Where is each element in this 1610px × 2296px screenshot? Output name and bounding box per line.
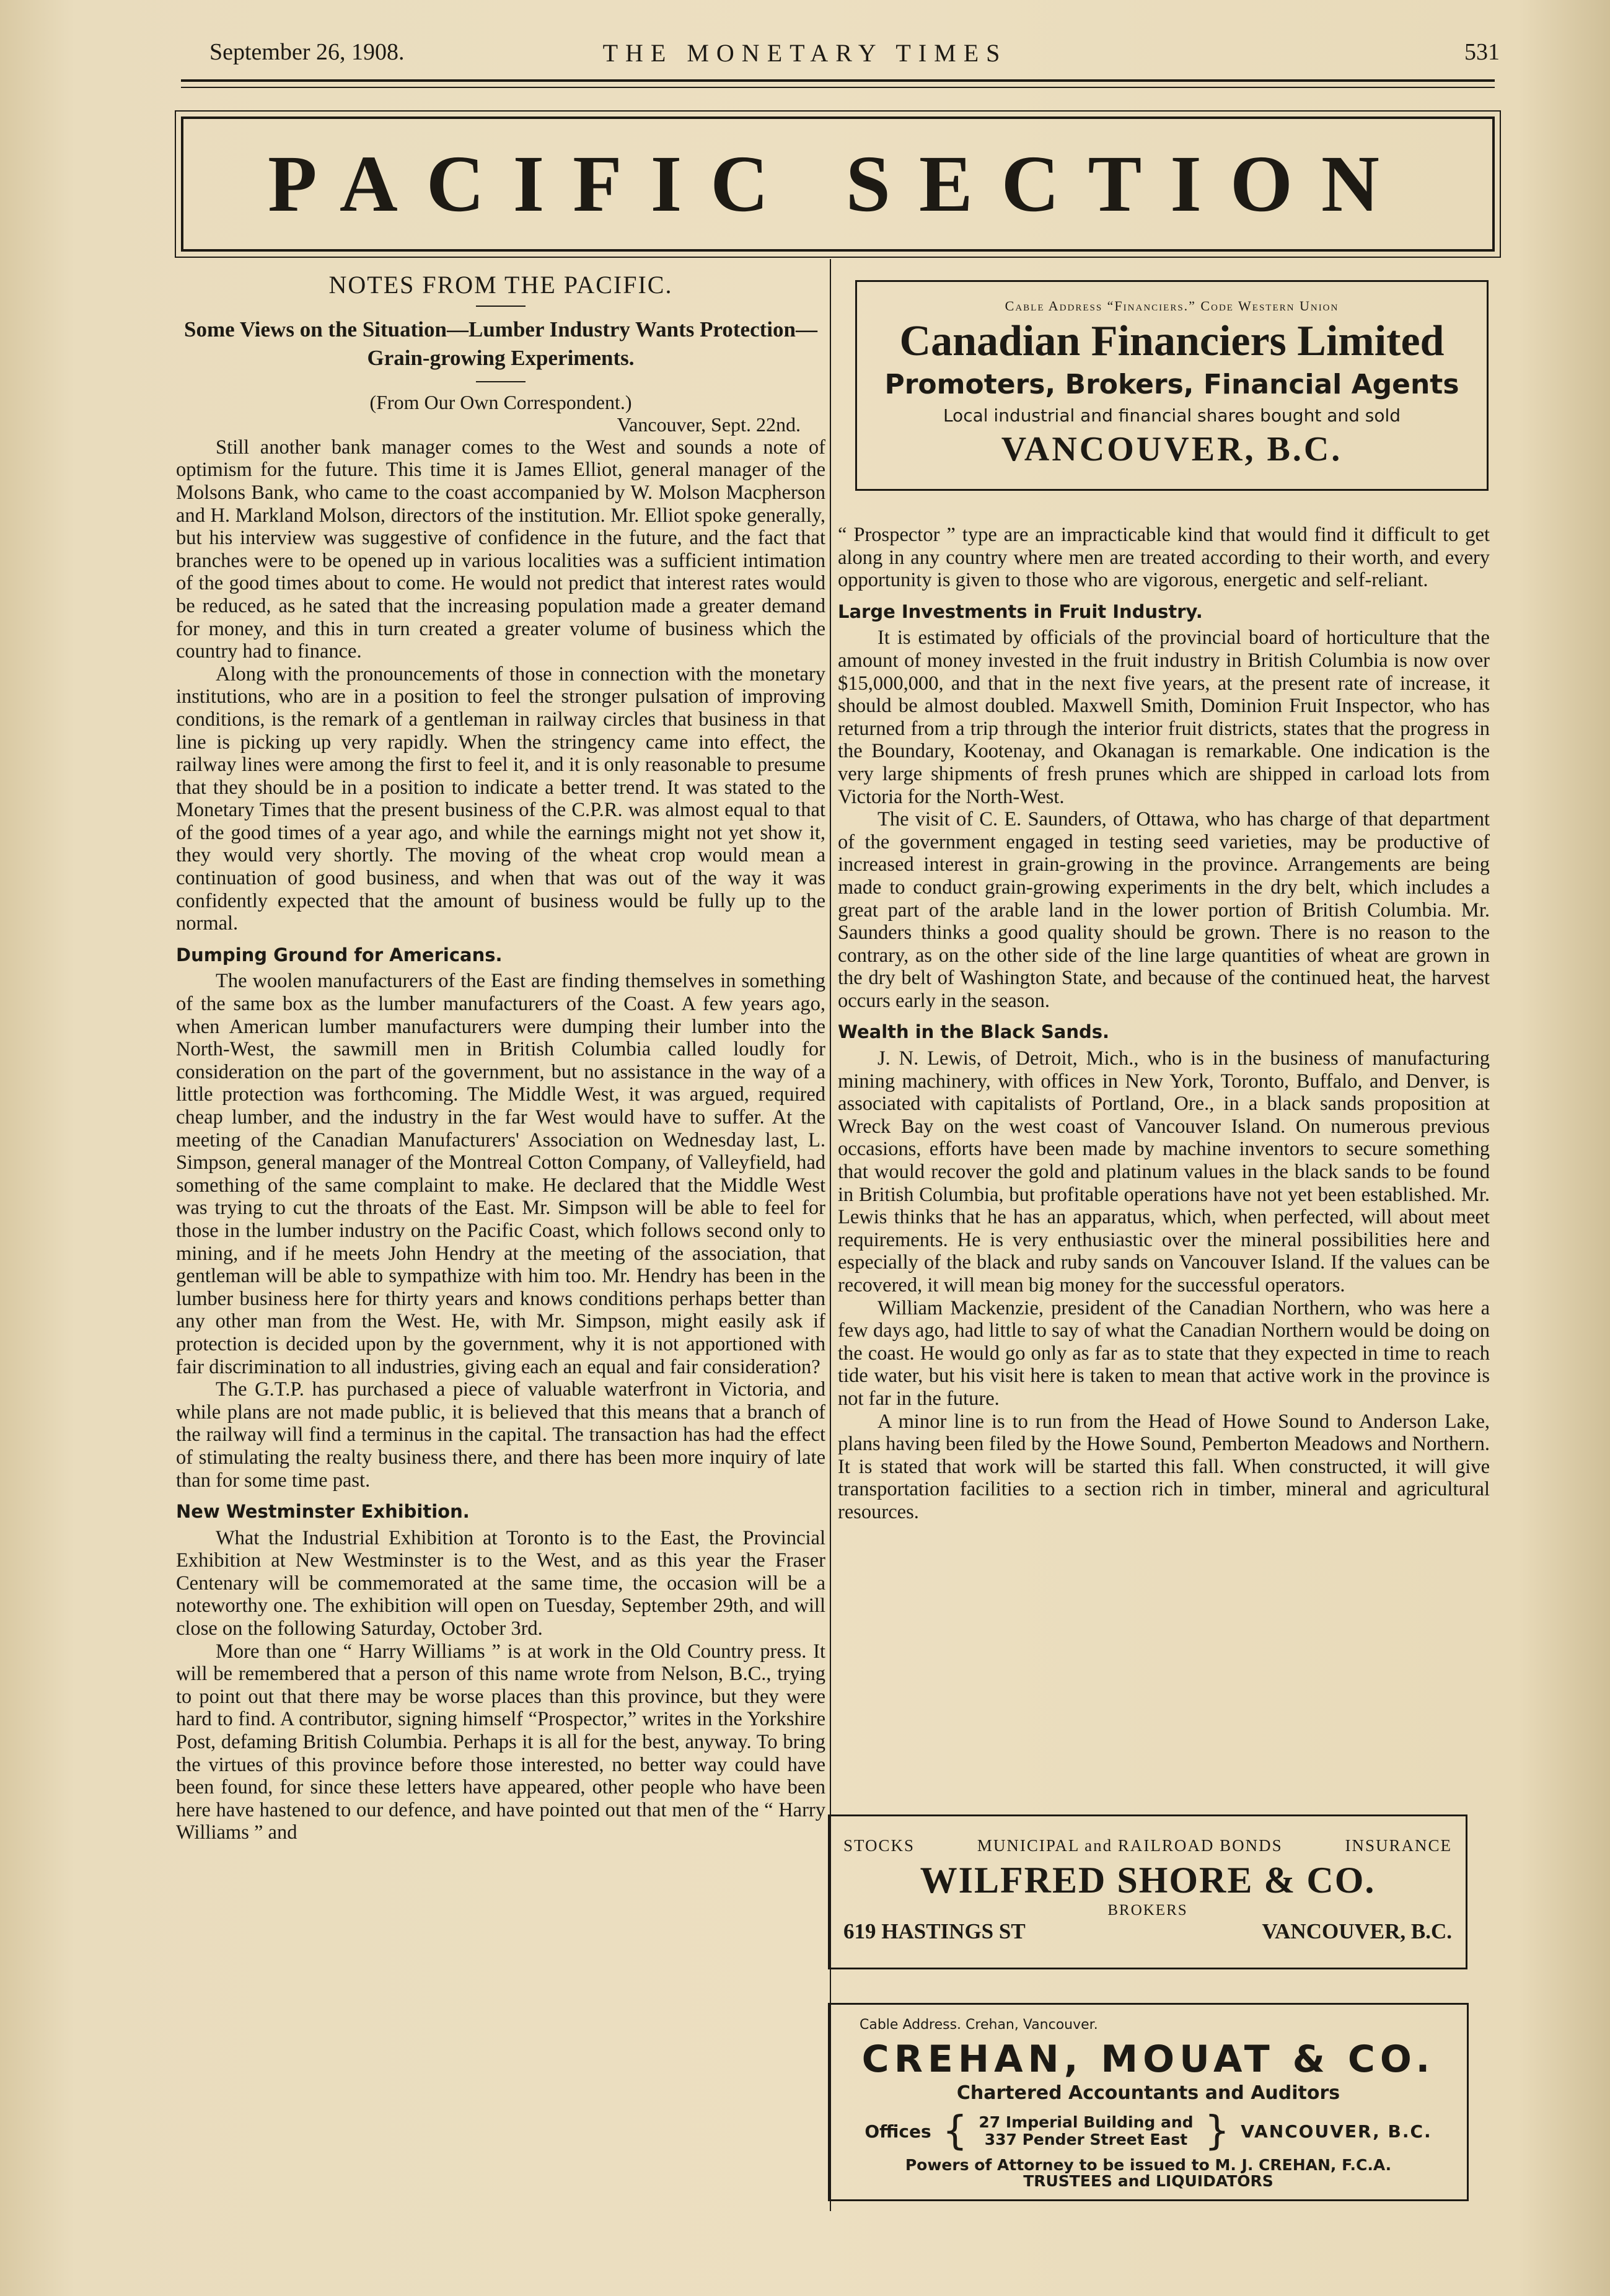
ad-company-role: Chartered Accountants and Auditors [956, 2082, 1340, 2104]
ad-powers-of-attorney: Powers of Attorney to be issued to M. J. CREHAN, F.C.A. [905, 2156, 1392, 2174]
ad-wilfred-shore [828, 1814, 1467, 1969]
left-column [176, 266, 825, 1844]
ad-address-row [830, 1919, 1466, 1944]
paragraph: The visit of C. E. Saunders, of Ottawa, who has charge of that department of the government engaged in testing seed varieties, may be productive of increased interest in grain-growing in the province. Arrangements are being made to conduct grain-growing experiments in the dry belt, which includes a great part of the arable land in the lower portion of British Columbia. Mr. Saunders thinks a good quality should be grown. There is no reason to the contrary, as on the other side of the line large quantities of wheat are grown in the dry belt of Washington State, and because of the continued heat, the harvest occurs early in the season. [838, 808, 1490, 1012]
ad-city: VANCOUVER, B.C. [1262, 1919, 1452, 1943]
ad-cable-address: Cable Address “Financiers.” Code Western Union [1005, 298, 1339, 314]
header-rule-thin [181, 87, 1495, 88]
ad-trustees: TRUSTEES and LIQUIDATORS [1023, 2172, 1273, 2190]
right-brace-glyph: } [1204, 2108, 1230, 2154]
paragraph: Still another bank manager comes to the West and sounds a note of optimism for the future. This time it is James Elliot, general manager of the Molsons Bank, who came to the coast accompanied by W. Molson Macpherson and H. Markland Molson, directors of the institution. Mr. Elliot spoke generally, but his interview was suggestive of confidence in the future, and the fact that branches were to be opened up in various localities was a sufficient intimation of the good times about to come. He would not predict that interest rates would be reduced, as he sated that the increasing population made a greater demand for money, and this in turn created a greater volume of business which the country had to finance. [176, 436, 825, 663]
journal-title: THE MONETARY TIMES [602, 39, 1008, 67]
ad-footnote [830, 2157, 1467, 2189]
section-title: PACIFIC SECTION [268, 139, 1408, 229]
correspondent-line: (From Our Own Correspondent.) [369, 390, 632, 413]
ad-address-line: 337 Pender Street East [984, 2131, 1188, 2149]
article-title: NOTES FROM THE PACIFIC. [328, 271, 673, 299]
article-subhead: Some Views on the Situation—Lumber Industry Wants Protection—Grain-growing Experiments. [184, 317, 817, 370]
ad-canadian-financiers [855, 280, 1489, 491]
section-heading-dumping: Dumping Ground for Americans. [176, 944, 503, 965]
ad-address-line: 27 Imperial Building and [979, 2113, 1194, 2131]
ad-local-note: Local industrial and financial shares bought and sold [943, 405, 1401, 426]
ad-services-row [830, 1816, 1466, 1855]
ad-street-address: 619 HASTINGS ST [843, 1919, 1026, 1943]
ad-service-bonds: MUNICIPAL and RAILROAD BONDS [977, 1836, 1283, 1855]
paragraph-continuation: “ Prospector ” type are an impracticable kind that would find it difficult to get along in any country where men are treated according to their worth, and every opportunity is given to those who are vigorous, energetic and self-reliant. [838, 524, 1490, 592]
section-heading-sands: Wealth in the Black Sands. [838, 1021, 1110, 1043]
paragraph: J. N. Lewis, of Detroit, Mich., who is in the business of manufacturing mining machinery, with offices in New York, Toronto, Buffalo, and Denver, is associated with capitalists of Portland, Ore., in a black sands proposition at Wreck Bay on the west coast of Vancouver Island. On numerous previous occasions, efforts have been made by machine inventors to secure something that would recover the gold and platinum values in the black sands to be found in British Columbia, but profitable operations have not yet been established. Mr. Lewis thinks that he has an apparatus, which, when perfected, will about meet requirements. He is very enthusiastic over the mineral possibilities here and especially of the black and ruby sands on Vancouver Island. If the values can be recovered, it will mean big money for the successful operators. [838, 1047, 1490, 1296]
ad-crehan-mouat [828, 2003, 1469, 2201]
page-number: 531 [1464, 39, 1500, 65]
header-rule [181, 79, 1495, 82]
paragraph: The woolen manufacturers of the East are finding themselves in something of the same box as the lumber manufacturers of the Coast. A few years ago, when American lumber manufacturers were dumping their lumber into the North-West, the sawmill men in British Columbia called loudly for consideration on the part of the government, but no assistance in the way of a little protection was forthcoming. The Middle West, it was argued, required cheap lumber, and the industry in the far West would have to suffer. At the meeting of the Canadian Manufacturers' Association on Wednesday last, L. Simpson, general manager of the Montreal Cotton Company, of Valleyfield, had something of the same complaint to make. He declared that the Middle West was trying to cut the throats of the East. Mr. Simpson will be able to feel for those in the lumber industry on the Pacific Coast, which follows second only to mining, and if he meets John Hendry at the meeting of the association, that gentleman will be able to sympathize with him too. Mr. Hendry has been in the lumber business here for thirty years and knows conditions perhaps better than any other man from the West. He, with Mr. Simpson, might easily ask if protection is decided upon by the government, why it is not apportioned with fair discrimination to all industries, giving each an equal and fair consideration? [176, 970, 825, 1378]
paragraph: William Mackenzie, president of the Canadian Northern, who was here a few days ago, had little to say of what the Canadian Northern would be doing on the coast. He would go only as far as to state that they expected in time to reach tide water, but his visit here is taken to mean that active work in the province is not far in the future. [838, 1296, 1490, 1410]
section-banner [181, 117, 1495, 252]
ad-service-insurance: INSURANCE [1345, 1836, 1452, 1855]
paragraph: Along with the pronouncements of those in connection with the monetary institutions, who are in a position to feel the stronger pulsation of improving conditions, is the remark of a gentleman in railway circles that business in that line is picking up very rapidly. When the stringency came into effect, the railway lines were among the first to feel it, and it is only reasonable to presume that they should be in a position to indicate a better trend. It was stated to the Monetary Times that the present business of the C.P.R. was almost equal to that of the good times of a year ago, and while the earnings might not yet show it, they would very shortly. The moving of the wheat crop would mean a continuation of good business, and when that was out of the way it was confidently expected that the amount of business would be fully up to the normal. [176, 662, 825, 935]
ad-company-name: WILFRED SHORE & CO. [920, 1860, 1376, 1901]
ad-company-name: CREHAN, MOUAT & CO. [861, 2038, 1435, 2081]
paragraph: A minor line is to run from the Head of Howe Sound to Anderson Lake, plans having been filed by the Howe Sound, Pemberton Meadows and Northern. It is stated that work will be started this fall. When constructed, it will give transportation facilities to a section rich in timber, mineral and agricultural resources. [838, 1410, 1490, 1523]
left-brace-glyph: { [942, 2108, 968, 2154]
ad-company-name: Canadian Financiers Limited [899, 317, 1445, 365]
ad-city: VANCOUVER, B.C. [1241, 2121, 1432, 2142]
section-heading-westminster: New Westminster Exhibition. [176, 1501, 470, 1523]
right-column [838, 524, 1490, 1524]
ad-service-stocks: STOCKS [843, 1836, 915, 1855]
ad-company-role: BROKERS [1107, 1902, 1188, 1919]
ad-cable-address: Cable Address. Crehan, Vancouver. [860, 2017, 1098, 2033]
ad-offices-label: Offices [864, 2121, 931, 2142]
section-heading-fruit: Large Investments in Fruit Industry. [838, 600, 1203, 622]
dateline: Vancouver, Sept. 22nd. [617, 413, 801, 436]
subhead-rule [476, 381, 526, 382]
paragraph: What the Industrial Exhibition at Toronto is to the East, the Provincial Exhibition at New Westminster is to the West, and as this year the Fraser Centenary will be commemorated at the same time, the occasion will be a noteworthy one. The exhibition will open on Tuesday, September 29th, and will close on the following Saturday, October 3rd. [176, 1526, 825, 1640]
ad-office-addresses [979, 2114, 1193, 2149]
paragraph: It is estimated by officials of the provincial board of horticulture that the amount of money invested in the fruit industry in British Columbia is now over $15,000,000, and that in the next five years, at the present rate of increase, it should be almost doubled. Maxwell Smith, Dominion Fruit Inspector, who has returned from a trip through the interior fruit districts, states that the progress in the Boundary, Kootenay, and Okanagan is remarkable. One indication is the very large shipments of fresh prunes which are shipped in carload lots from Victoria for the North-West. [838, 627, 1490, 808]
ad-city: VANCOUVER, B.C. [1001, 430, 1343, 468]
paragraph: More than one “ Harry Williams ” is at work in the Old Country press. It will be remembered that a person of this name wrote from Nelson, B.C., trying to point out that there may be worse places than this province, but they were hard to find. A contributor, signing himself “Prospector,” writes in the Yorkshire Post, defaming British Columbia. Perhaps it is all for the best, anyway. To bring the virtues of this province before those interested, no better way could have been found, for since these letters have appeared, other people who have been here have hastened to our defence, and have pointed out that men of the “ Harry Williams ” and [176, 1640, 825, 1844]
issue-date: September 26, 1908. [209, 39, 405, 65]
ad-offices-row [830, 2108, 1467, 2154]
paragraph: The G.T.P. has purchased a piece of valuable waterfront in Victoria, and while plans are not made public, it is believed that this means that a branch of the railway will find a terminus in the capital. The transaction has had the effect of stimulating the realty business there, and there has been more inquiry of late than for some time past. [176, 1378, 825, 1492]
ad-company-role: Promoters, Brokers, Financial Agents [884, 369, 1459, 400]
title-rule [476, 306, 526, 307]
